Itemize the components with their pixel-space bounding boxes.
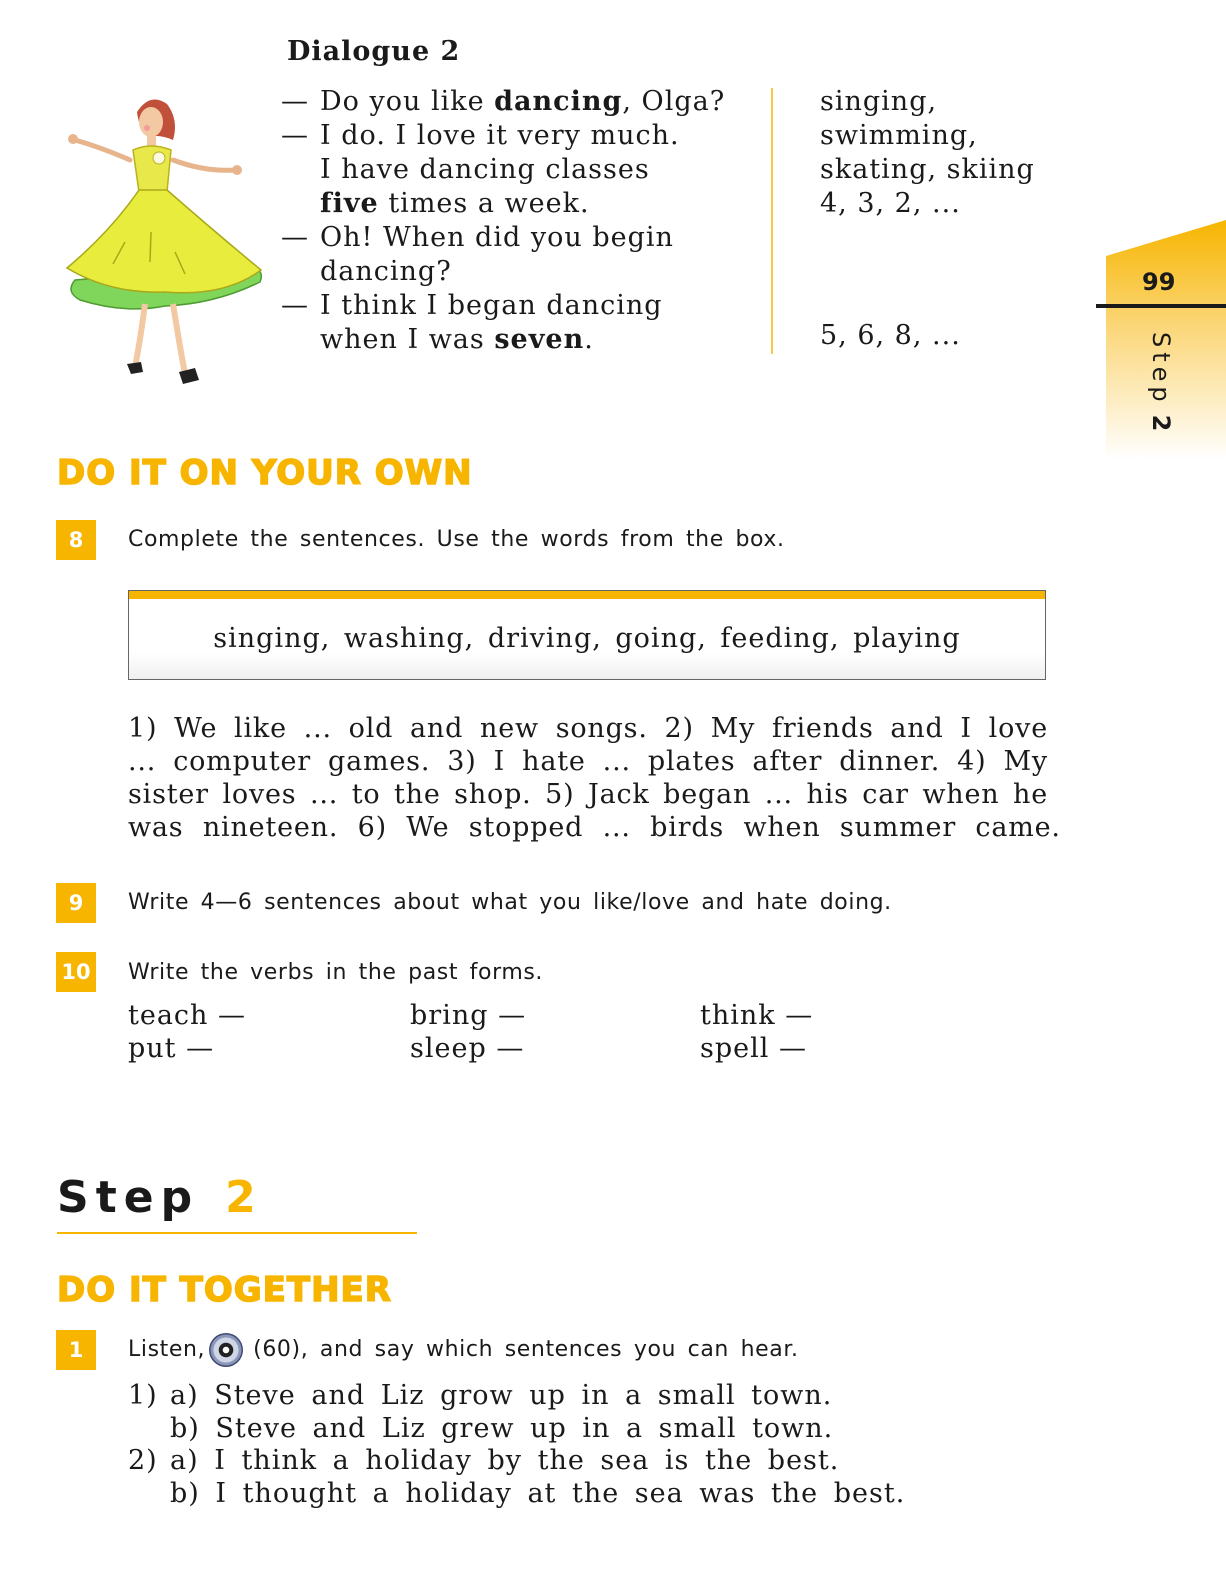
dialogue-title: Dialogue 2 (287, 36, 461, 67)
dialogue-line (320, 323, 594, 357)
dancing-girl-illustration (55, 92, 270, 392)
dialogue-text: Oh! When did you begin (320, 222, 674, 253)
sentence-line: sister loves ... to the shop. 5) Jack began ... his car when he (128, 779, 1048, 810)
dialogue-line (320, 187, 590, 221)
dialogue-line (320, 153, 650, 187)
dialogue-line (320, 255, 452, 289)
word-box-top-bar (129, 591, 1045, 599)
dialogue-line (320, 85, 725, 119)
substitution-activity: singing, (820, 86, 938, 117)
verb-item: spell — (700, 1033, 807, 1064)
task-number-badge: 10 (56, 952, 96, 992)
task1-item-number: 1) (128, 1380, 158, 1411)
task10-instruction: Write the verbs in the past forms. (128, 960, 544, 985)
task9-instruction: Write 4—6 sentences about what you like/love and hate doing. (128, 890, 892, 915)
task1-instruction (128, 1332, 799, 1368)
task1-instruction-end: (60), and say which sentences you can hear. (253, 1337, 799, 1362)
task1-option: a) I think a holiday by the sea is the best. (170, 1445, 840, 1476)
section-heading-own: DO IT ON YOUR OWN (57, 453, 473, 493)
task8-sentences (128, 712, 1061, 844)
task-number-badge: 1 (56, 1330, 96, 1370)
task1-option: b) Steve and Liz grew up in a small town. (170, 1413, 834, 1444)
substitution-activity: swimming, (820, 120, 978, 151)
page-tab-rule (1096, 304, 1226, 308)
verb-item: think — (700, 1000, 814, 1031)
step-title (57, 1172, 263, 1223)
task8-instruction: Complete the sentences. Use the words from the box. (128, 527, 785, 552)
dialogue-text: dancing? (320, 256, 452, 287)
verb-item: teach — (128, 1000, 247, 1031)
dialogue-key-word: seven (494, 324, 585, 355)
task-number-badge: 8 (56, 520, 96, 560)
task-number-badge: 9 (56, 883, 96, 923)
word-box (128, 590, 1046, 680)
dialogue-text: , Olga? (622, 86, 726, 117)
dialogue-text: Do you like (320, 86, 495, 117)
dialogue-dash: — (281, 222, 309, 253)
step-underline (57, 1232, 417, 1234)
dialogue-line (320, 221, 674, 255)
substitution-ages: 5, 6, 8, ... (820, 320, 961, 351)
dialogue-line (320, 119, 680, 153)
verb-item: sleep — (410, 1033, 525, 1064)
step-number: 2 (225, 1172, 263, 1223)
svg-text:Step2: Step2 (1147, 332, 1175, 437)
dialogue-dash: — (281, 290, 309, 321)
dialogue-text: times a week. (378, 188, 590, 219)
sentence-line: ... computer games. 3) I hate ... plates after dinner. 4) My (128, 746, 1048, 777)
section-heading-together: DO IT TOGETHER (57, 1270, 392, 1310)
dialogue-text: . (584, 324, 594, 355)
dialogue-key-word: five (320, 188, 379, 219)
dialogue-text: I do. I love it very much. (320, 120, 680, 151)
substitution-times: 4, 3, 2, ... (820, 188, 961, 219)
dialogue-text: I have dancing classes (320, 154, 650, 185)
sentence-line: was nineteen. 6) We stopped ... birds when summer came. (128, 812, 1061, 843)
sentence-line: 1) We like ... old and new songs. 2) My friends and I love (128, 713, 1048, 744)
step-label: Step (57, 1172, 200, 1223)
dialogue-dash: — (281, 86, 309, 117)
task1-option: a) Steve and Liz grow up in a small town. (170, 1380, 833, 1411)
dialogue-dash: — (281, 120, 309, 151)
word-box-words: singing, washing, driving, going, feeding, playing (213, 623, 961, 654)
task1-instruction-start: Listen, (128, 1337, 206, 1362)
dialogue-text: I think I began dancing (320, 290, 663, 321)
task1-option: b) I thought a holiday at the sea was the best. (170, 1478, 906, 1509)
dialogue-line (320, 289, 663, 323)
audio-cd-icon[interactable] (209, 1333, 243, 1367)
page-tab-step-label (1135, 320, 1185, 450)
task1-item-number: 2) (128, 1445, 158, 1476)
dialogue-key-word: dancing (494, 86, 623, 117)
verb-item: bring — (410, 1000, 527, 1031)
page-number: 99 (1142, 268, 1176, 296)
substitution-activity: skating, skiing (820, 154, 1035, 185)
dialogue-text: when I was (320, 324, 495, 355)
verb-item: put — (128, 1033, 215, 1064)
dialogue-divider (771, 88, 773, 354)
